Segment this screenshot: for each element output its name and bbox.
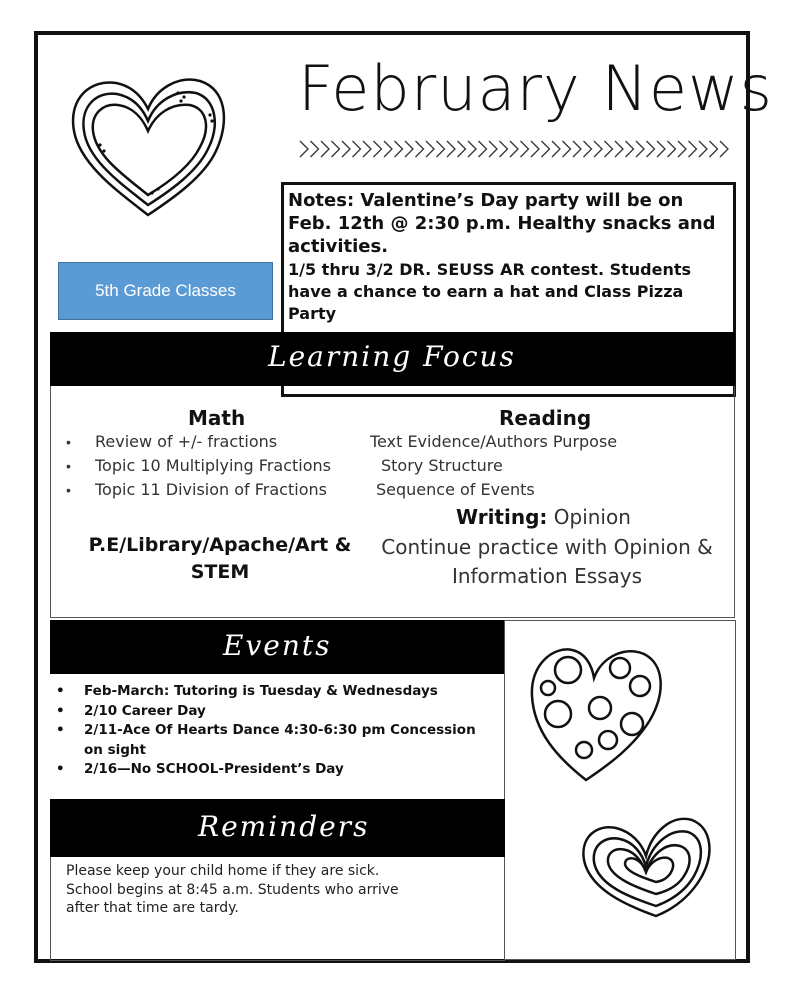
bullet-icon: •: [56, 702, 65, 719]
chevron-mark: [626, 141, 634, 157]
chevron-mark: [353, 141, 361, 157]
chevron-mark: [479, 141, 487, 157]
chevron-mark: [720, 141, 728, 157]
list-item: • 2/11-Ace Of Hearts Dance 4:30-6:30 pm Concession on sight: [56, 722, 476, 758]
chevron-mark: [384, 141, 392, 157]
chevron-mark: [573, 141, 581, 157]
chevron-mark: [416, 141, 424, 157]
chevron-mark: [689, 141, 697, 157]
events-list: [56, 682, 496, 780]
grade-label: 5th Grade Classes: [95, 281, 236, 300]
chevron-mark: [342, 141, 350, 157]
chevron-mark: [395, 141, 403, 157]
chevron-mark: [458, 141, 466, 157]
notes-contest: 1/5 thru 3/2 DR. SEUSS AR contest. Students have a chance to earn a hat and Class Pizza Party: [288, 260, 692, 323]
math-item: Topic 10 Multiplying Fractions: [95, 456, 331, 475]
math-item: Review of +/- fractions: [95, 432, 278, 451]
reminders-text: [66, 862, 406, 918]
chevron-mark: [552, 141, 560, 157]
bullet-icon: •: [66, 482, 71, 498]
grade-label-box: [58, 262, 273, 320]
reminders-title: Reminders: [198, 810, 370, 843]
reading-item: Sequence of Events: [376, 480, 535, 499]
scalloped-heart-icon: [60, 65, 235, 225]
list-item: • 2/16—No SCHOOL-President’s Day: [56, 760, 496, 780]
chevron-mark: [542, 141, 550, 157]
chevron-mark: [321, 141, 329, 157]
page-title: February News: [298, 52, 773, 125]
chevron-mark: [426, 141, 434, 157]
chevron-mark: [531, 141, 539, 157]
chevron-mark: [447, 141, 455, 157]
list-item: • 2/10 Career Day: [56, 702, 496, 722]
reminder-sick: Please keep your child home if they are sick.: [66, 863, 380, 879]
writing-body: Continue practice with Opinion & Information Essays: [381, 535, 713, 588]
chevron-mark: [405, 141, 413, 157]
list-item: • Feb-March: Tutoring is Tuesday & Wednesdays: [56, 682, 496, 702]
reminder-tardy: School begins at 8:45 a.m. Students who arrive after that time are tardy.: [66, 881, 399, 916]
chevron-mark: [500, 141, 508, 157]
chevron-mark: [437, 141, 445, 157]
writing-genre: Opinion: [553, 505, 631, 529]
chevron-mark: [363, 141, 371, 157]
chevron-mark: [300, 141, 308, 157]
bullet-icon: •: [66, 434, 71, 450]
chevron-mark: [678, 141, 686, 157]
chevron-mark: [615, 141, 623, 157]
writing-line: [456, 505, 631, 529]
chevron-mark: [521, 141, 529, 157]
bullet-icon: •: [56, 722, 65, 738]
nested-heart-icon: [580, 810, 715, 920]
math-heading: Math: [188, 406, 246, 430]
bullet-icon: •: [56, 761, 65, 777]
chevron-mark: [605, 141, 613, 157]
polka-dot-heart-icon: [528, 640, 668, 788]
specials-text: P.E/Library/Apache/Art & STEM: [88, 534, 352, 583]
notes-party: Notes: Valentine’s Day party will be on Feb. 12th @ 2:30 p.m. Healthy snacks and activities.: [288, 190, 716, 257]
chevron-mark: [311, 141, 319, 157]
chevron-mark: [468, 141, 476, 157]
chevron-mark: [594, 141, 602, 157]
chevron-mark: [489, 141, 497, 157]
chevron-mark: [563, 141, 571, 157]
chevron-mark: [699, 141, 707, 157]
learning-focus-title: Learning Focus: [268, 340, 516, 373]
chevron-border: [298, 138, 734, 160]
chevron-mark: [636, 141, 644, 157]
writing-label: Writing:: [456, 505, 548, 529]
chevron-mark: [668, 141, 676, 157]
bullet-icon: •: [56, 683, 65, 699]
chevron-mark: [710, 141, 718, 157]
chevron-mark: [584, 141, 592, 157]
chevron-mark: [647, 141, 655, 157]
reading-heading: Reading: [499, 406, 592, 430]
reading-item: Story Structure: [381, 456, 503, 475]
reading-item: Text Evidence/Authors Purpose: [370, 432, 618, 451]
math-item: Topic 11 Division of Fractions: [95, 480, 327, 499]
chevron-mark: [657, 141, 665, 157]
notes-text: [288, 189, 728, 329]
chevron-mark: [510, 141, 518, 157]
bullet-icon: •: [66, 458, 71, 474]
chevron-mark: [374, 141, 382, 157]
chevron-mark: [332, 141, 340, 157]
events-title: Events: [223, 629, 332, 662]
